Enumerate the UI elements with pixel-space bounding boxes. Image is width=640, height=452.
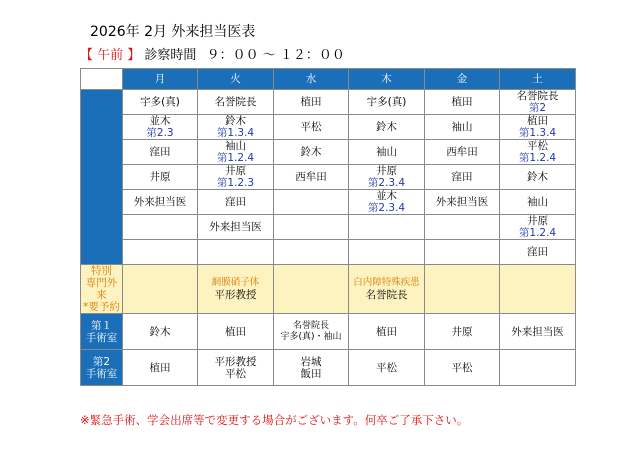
doctor-name: 鈴木	[300, 146, 322, 158]
doctor-name: 窪田	[225, 196, 246, 208]
surgeon-name: 外来担当医	[511, 325, 564, 338]
doctor-cell-tue	[198, 190, 274, 215]
week-numbers: 第1.3.4	[216, 127, 255, 139]
surgery-room-2-head	[81, 350, 123, 386]
week-numbers: 第1.2.4	[518, 152, 557, 164]
doctor-name: 袖山	[527, 196, 548, 208]
doctor-cell-mon	[123, 115, 198, 140]
doctor-name: 窪田	[451, 171, 473, 183]
surgery-room-2-row	[81, 350, 576, 386]
surgeon-name: 井原	[451, 325, 473, 338]
surgeon-name: 植田	[225, 325, 246, 338]
doctor-cell-wed	[274, 90, 349, 115]
doctor-name: 袖山	[451, 121, 473, 133]
doctor-cell-sat	[500, 190, 576, 215]
surgery-cell-thu	[349, 314, 425, 350]
session-label: 【 午前 】	[80, 48, 141, 63]
doctor-name: 外来担当医	[133, 196, 187, 208]
doctor-name: 植田	[300, 96, 322, 108]
schedule-table	[80, 68, 576, 386]
surgeon-name: 飯田	[300, 367, 322, 380]
room-head-line: 第１	[91, 319, 112, 332]
hours-value: ９：００ ～ １２：００	[206, 48, 345, 63]
special-clinic-head	[81, 265, 123, 314]
doctor-cell-fri	[425, 165, 500, 190]
day-header-mon: 月	[123, 69, 198, 90]
doctor-cell-thu	[349, 240, 425, 265]
doctor-cell-fri	[425, 190, 500, 215]
doctor-cell-fri	[425, 240, 500, 265]
doctor-cell-tue	[198, 90, 274, 115]
schedule-row	[81, 240, 576, 265]
doctor-cell-sat	[500, 240, 576, 265]
surgeon-name: 名誉院長	[292, 320, 329, 331]
doctor-name: 鈴木	[527, 171, 548, 183]
session-subtitle	[80, 44, 345, 63]
schedule-row	[81, 190, 576, 215]
doctor-cell-sat	[500, 140, 576, 165]
doctor-cell-wed	[274, 140, 349, 165]
surgeon-name: 平松	[376, 361, 397, 374]
doctor-cell-fri	[425, 90, 500, 115]
footer-note: ※緊急手術、学会出席等で変更する場合がございます。何卒ご了承下さい。	[80, 413, 469, 427]
doctor-name: 名誉院長	[516, 90, 559, 102]
doctor-cell-thu	[349, 140, 425, 165]
surgery-cell-fri	[425, 350, 500, 386]
doctor-name: 宇多(真)	[140, 96, 180, 108]
doctor-name: 平松	[527, 140, 548, 152]
doctor-cell-tue	[198, 215, 274, 240]
surgeon-name: 平松	[225, 367, 246, 380]
day-header-wed: 水	[274, 69, 349, 90]
doctor-cell-thu	[349, 215, 425, 240]
corner-cell	[81, 69, 123, 90]
doctor-name: 窪田	[527, 246, 548, 258]
doctor-name: 西牟田	[446, 146, 478, 158]
doctor-name: 植田	[451, 96, 473, 108]
doctor-cell-sat	[500, 165, 576, 190]
doctor-cell-tue	[198, 165, 274, 190]
page-title: 2026年 2月 外来担当医表	[90, 24, 256, 40]
schedule-row	[81, 115, 576, 140]
special-cell-wed	[274, 265, 349, 314]
schedule-row	[81, 90, 576, 115]
surgery-cell-sat	[500, 314, 576, 350]
doctor-name: 名誉院長	[214, 96, 257, 108]
week-numbers: 第2.3	[146, 127, 174, 139]
doctor-cell-mon	[123, 165, 198, 190]
schedule-row	[81, 215, 576, 240]
week-numbers: 第2	[528, 102, 547, 114]
doctor-cell-wed	[274, 215, 349, 240]
hours-label: 診察時間	[144, 48, 197, 63]
doctor-cell-sat	[500, 215, 576, 240]
special-head-line: 専門外来	[85, 277, 118, 301]
doctor-cell-wed	[274, 115, 349, 140]
doctor-name: 井原	[149, 171, 171, 183]
week-numbers: 第1.2.4	[518, 227, 557, 239]
surgery-cell-tue	[198, 314, 274, 350]
schedule-row	[81, 140, 576, 165]
day-header-sat: 土	[500, 69, 576, 90]
doctor-name: 外来担当医	[209, 221, 262, 233]
doctor-cell-fri	[425, 215, 500, 240]
surgeon-name: 平形教授	[214, 355, 257, 368]
week-numbers: 第2.3.4	[367, 202, 406, 214]
surgeon-name: 植田	[376, 325, 397, 338]
day-header-fri: 金	[425, 69, 500, 90]
doctor-cell-wed	[274, 190, 349, 215]
special-doctor: 名誉院長	[365, 289, 408, 301]
surgery-cell-tue	[198, 350, 274, 386]
room-head-line: 第2	[92, 355, 111, 368]
doctor-name: 井原	[225, 165, 246, 177]
doctor-cell-sat	[500, 90, 576, 115]
doctor-cell-tue	[198, 240, 274, 265]
surgery-cell-wed	[274, 350, 349, 386]
schedule-row	[81, 165, 576, 190]
doctor-name: 宇多(真)	[366, 96, 407, 108]
cataract-note: 白内障特殊疾患	[353, 277, 420, 288]
surgeon-name: 植田	[149, 361, 171, 374]
special-cell-mon	[123, 265, 198, 314]
special-clinic-row	[81, 265, 576, 314]
surgeon-name: 平松	[451, 361, 473, 374]
surgery-cell-mon	[123, 314, 198, 350]
special-cell-fri	[425, 265, 500, 314]
surgery-cell-mon	[123, 350, 198, 386]
day-header-tue: 火	[198, 69, 274, 90]
doctor-cell-mon	[123, 215, 198, 240]
week-numbers: 第2.3.4	[367, 177, 406, 189]
retina-note: 網膜硝子体	[211, 277, 260, 288]
room-head-line: 手術室	[85, 367, 118, 380]
special-head-line: 特別	[91, 265, 112, 277]
doctor-name: 窪田	[149, 146, 171, 158]
doctor-name: 井原	[376, 165, 397, 177]
surgery-cell-thu	[349, 350, 425, 386]
doctor-cell-thu	[349, 115, 425, 140]
room-head-line: 手術室	[85, 331, 118, 344]
doctor-cell-wed	[274, 165, 349, 190]
doctor-cell-thu	[349, 90, 425, 115]
doctor-cell-mon	[123, 90, 198, 115]
doctor-name: 鈴木	[225, 115, 246, 127]
special-head-line: *要予約	[83, 301, 120, 313]
surgery-room-1-row	[81, 314, 576, 350]
doctor-name: 平松	[300, 121, 322, 133]
morning-row-head	[81, 90, 123, 265]
surgery-cell-fri	[425, 314, 500, 350]
doctor-name: 鈴木	[376, 121, 397, 133]
day-header-row	[81, 69, 576, 90]
doctor-cell-mon	[123, 240, 198, 265]
doctor-cell-thu	[349, 190, 425, 215]
day-header-thu: 木	[349, 69, 425, 90]
week-numbers: 第1.2.3	[216, 177, 255, 189]
doctor-name: 袖山	[376, 146, 397, 158]
doctor-name: 並木	[376, 190, 397, 202]
doctor-cell-fri	[425, 140, 500, 165]
doctor-cell-tue	[198, 140, 274, 165]
doctor-name: 西牟田	[295, 171, 327, 183]
doctor-name: 袖山	[225, 140, 246, 152]
surgeon-name: 鈴木	[149, 325, 171, 338]
doctor-cell-mon	[123, 140, 198, 165]
surgery-schedule	[81, 314, 576, 386]
doctor-cell-tue	[198, 115, 274, 140]
special-cell-sat	[500, 265, 576, 314]
doctor-cell-thu	[349, 165, 425, 190]
morning-schedule	[81, 90, 576, 265]
doctor-cell-mon	[123, 190, 198, 215]
special-doctor: 平形教授	[214, 289, 257, 301]
doctor-name: 植田	[527, 115, 548, 127]
doctor-cell-fri	[425, 115, 500, 140]
week-numbers: 第1.2.4	[216, 152, 255, 164]
special-cell-thu	[349, 265, 425, 314]
surgery-room-1-head	[81, 314, 123, 350]
doctor-name: 外来担当医	[435, 196, 489, 208]
surgery-cell-wed	[274, 314, 349, 350]
doctor-cell-wed	[274, 240, 349, 265]
surgery-cell-sat	[500, 350, 576, 386]
week-numbers: 第1.3.4	[518, 127, 557, 139]
doctor-name: 井原	[527, 215, 548, 227]
doctor-name: 並木	[149, 115, 171, 127]
surgeon-name: 宇多(真)・袖山	[280, 331, 342, 342]
special-cell-tue	[198, 265, 274, 314]
doctor-cell-sat	[500, 115, 576, 140]
surgeon-name: 岩城	[300, 355, 322, 368]
